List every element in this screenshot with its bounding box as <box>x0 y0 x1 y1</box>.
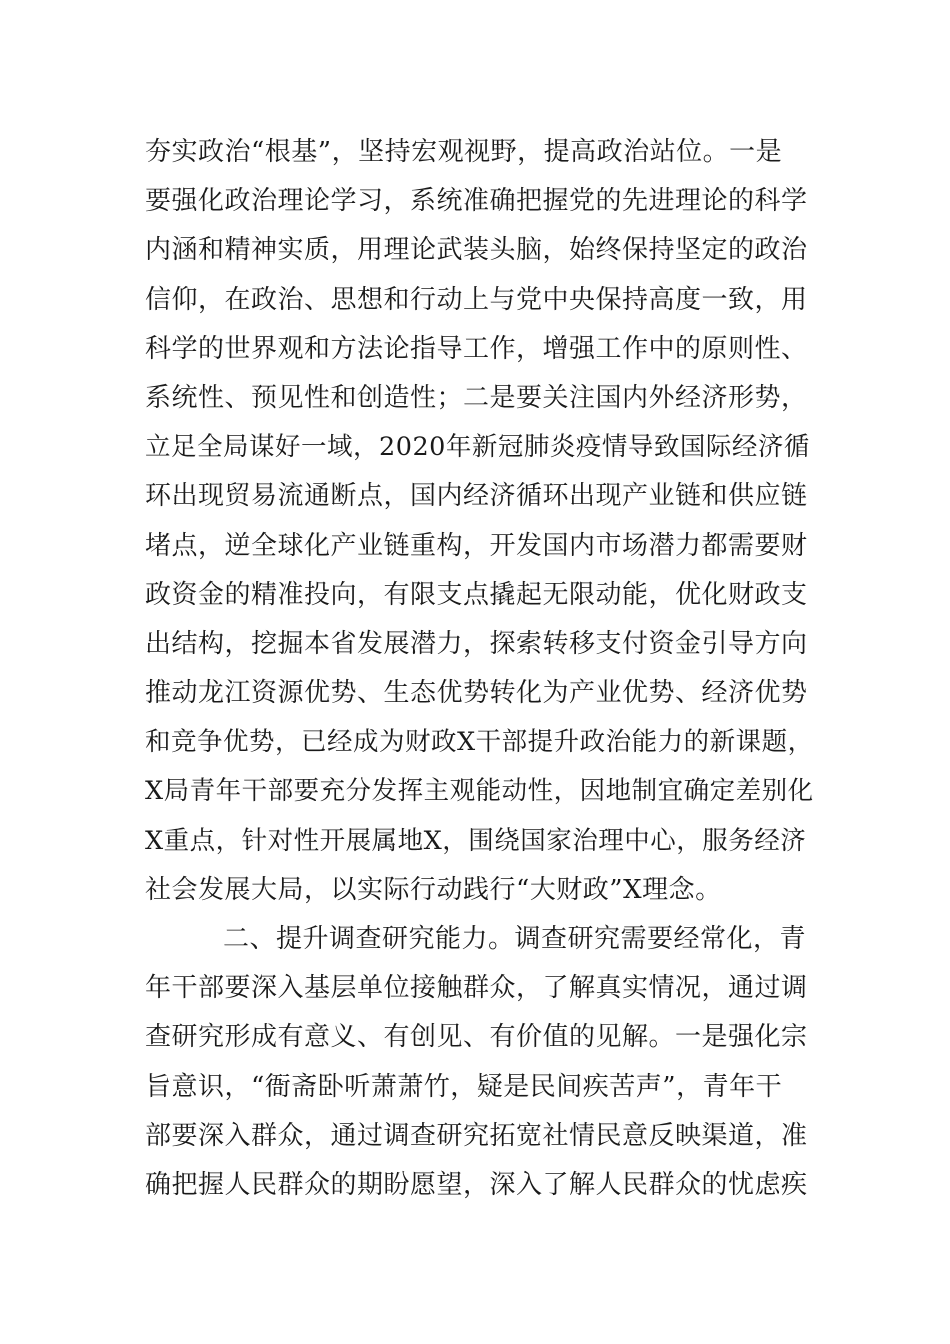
text-line: 社会发展大局，以实际行动践行“大财政”X理念。 <box>145 874 722 905</box>
text-line: 堵点，逆全球化产业链重构，开发国内市场潜力都需要财 <box>145 530 808 561</box>
text-line: X局青年干部要充分发挥主观能动性，因地制宜确定差别化 <box>145 776 814 807</box>
text-line: 推动龙江资源优势、生态优势转化为产业优势、经济优势 <box>145 678 808 709</box>
text-line: 系统性、预见性和创造性；二是要关注国内外经济形势， <box>145 382 808 413</box>
text-line: 要强化政治理论学习，系统准确把握党的先进理论的科学 <box>145 186 808 217</box>
text-line: 信仰，在政治、思想和行动上与党中央保持高度一致，用 <box>145 284 808 315</box>
text-line: 科学的世界观和方法论指导工作，增强工作中的原则性、 <box>145 333 808 364</box>
text-line: 政资金的精准投向，有限支点撬起无限动能，优化财政支 <box>145 579 808 610</box>
text-line: 和竞争优势，已经成为财政X干部提升政治能力的新课题， <box>145 727 814 758</box>
text-line: 年干部要深入基层单位接触群众，了解真实情况，通过调 <box>145 973 808 1004</box>
text-line: X重点，针对性开展属地X，围绕国家治理中心，服务经济 <box>145 825 807 856</box>
text-line: 查研究形成有意义、有创见、有价值的见解。一是强化宗 <box>145 1022 808 1053</box>
body-text <box>145 128 815 1210</box>
text-line: 出结构，挖掘本省发展潜力，探索转移支付资金引导方向 <box>145 628 808 659</box>
text-line: 部要深入群众，通过调查研究拓宽社情民意反映渠道，准 <box>145 1120 808 1151</box>
text-line: 夯实政治“根基”，坚持宏观视野，提高政治站位。一是 <box>145 137 783 167</box>
text-line: 确把握人民群众的期盼愿望，深入了解人民群众的忧虑疾 <box>145 1169 808 1200</box>
text-line: 内涵和精神实质，用理论武装头脑，始终保持坚定的政治 <box>145 235 808 266</box>
text-line: 旨意识，“衙斋卧听萧萧竹，疑是民间疾苦声”，青年干 <box>145 1071 783 1102</box>
text-line: 环出现贸易流通断点，国内经济循环出现产业链和供应链 <box>145 481 808 512</box>
text-line: 立足全局谋好一域，2020年新冠肺炎疫情导致国际经济循 <box>145 432 810 463</box>
paragraph-start-line: 二、提升调查研究能力。调查研究需要经常化，青 <box>223 924 807 954</box>
